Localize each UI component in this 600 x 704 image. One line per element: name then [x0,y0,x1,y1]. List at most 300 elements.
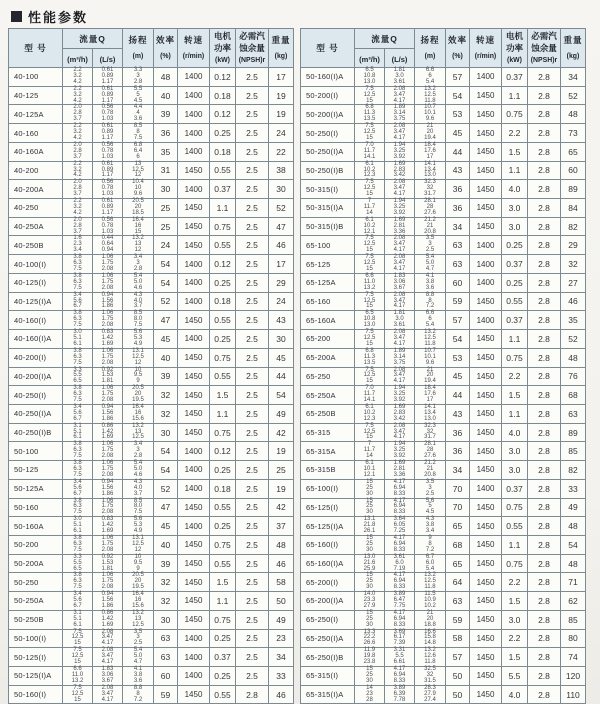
flow-ls-cell: 2.08 3.47 4.17 [385,423,415,442]
model-cell: 50-250B [9,610,63,629]
weight-cell: 65 [561,142,586,161]
weight-cell: 46 [269,554,294,573]
head-cell: 5.6 5.3 4.9 [123,517,154,536]
table-row [301,199,586,218]
npsh-cell: 2.5 [236,86,269,105]
head-cell: 21 20 18.8 [415,610,446,629]
speed-cell: 1400 [470,236,502,255]
flow-m3h-cell: 3.8 6.3 7.5 [63,498,93,517]
col-header-head: 扬程 (m) [123,29,154,68]
model-cell: 65-315(I)A [301,685,355,704]
npsh-cell: 2.8 [528,517,561,536]
weight-cell: 34 [561,68,586,87]
model-cell: 65-200A [301,348,355,367]
model-cell: 65-125 [301,255,355,274]
head-cell: 20.5 20 19.5 [123,573,154,592]
flow-ls-cell: 0.94 1.56 1.86 [93,479,123,498]
npsh-cell: 2.5 [236,199,269,218]
flow-m3h-cell: 15 25 30 [355,498,385,517]
flow-ls-cell: 0.86 1.42 1.69 [93,610,123,629]
speed-cell: 1400 [178,292,210,311]
speed-cell: 1400 [178,142,210,161]
flow-ls-cell: 2.08 3.47 4.17 [385,86,415,105]
flow-ls-cell: 3.89 6.47 7.75 [385,592,415,611]
flow-m3h-cell: 3.8 6.3 7.5 [63,311,93,330]
head-cell: 20.5 20 18.5 [123,199,154,218]
model-cell: 50-250A [9,592,63,611]
flow-m3h-cell: 7.5 12.5 15 [355,180,385,199]
power-cell: 0.25 [210,330,236,349]
model-cell: 50-200(I) [301,86,355,105]
efficiency-cell: 36 [154,124,178,143]
efficiency-cell: 54 [154,255,178,274]
model-cell: 40-200 [9,161,63,180]
flow-ls-cell: 0.94 1.56 1.86 [93,292,123,311]
table-row [301,667,586,686]
flow-m3h-cell: 15 25 30 [355,479,385,498]
npsh-cell: 2.5 [236,105,269,124]
flow-ls-cell: 0.44 0.64 0.94 [93,236,123,255]
flow-m3h-cell: 3.8 6.3 7.5 [63,461,93,480]
npsh-cell: 2.8 [528,86,561,105]
power-cell: 0.75 [210,610,236,629]
col-header-power: 电机 功率 (kW) [210,29,236,68]
efficiency-cell: 36 [446,423,470,442]
table-row [301,292,586,311]
flow-ls-cell: 4.17 6.94 8.33 [385,573,415,592]
npsh-cell: 2.5 [236,592,269,611]
flow-m3h-cell: 3.8 6.3 7.5 [63,255,93,274]
efficiency-cell: 57 [446,311,470,330]
flow-m3h-cell: 6.8 11.3 13.5 [355,348,385,367]
table-row [301,68,586,87]
npsh-cell: 2.8 [528,498,561,517]
flow-m3h-cell: 7.5 12.5 15 [355,423,385,442]
efficiency-cell: 39 [154,367,178,386]
flow-m3h-cell: 15 25 30 [355,610,385,629]
table-row [301,685,586,704]
efficiency-cell: 47 [154,498,178,517]
efficiency-cell: 44 [446,142,470,161]
speed-cell: 1450 [470,161,502,180]
weight-cell: 45 [269,348,294,367]
weight-cell: 24 [269,124,294,143]
model-cell: 50-250(I)B [301,161,355,180]
power-cell: 0.37 [502,479,528,498]
square-bullet-icon [11,11,22,22]
table-row [9,105,294,124]
model-cell: 40-250A [9,217,63,236]
model-cell: 40-160A [9,142,63,161]
npsh-cell: 2.5 [236,573,269,592]
efficiency-cell: 40 [154,348,178,367]
flow-ls-cell: 3.69 6.17 7.39 [385,629,415,648]
weight-cell: 19 [269,105,294,124]
power-cell: 3.0 [502,442,528,461]
table-row [9,404,294,423]
table-row [301,311,586,330]
flow-m3h-cell: 2.2 3.2 4.2 [63,161,93,180]
speed-cell: 1400 [178,86,210,105]
flow-m3h-cell: 13.3 22.2 26.6 [355,629,385,648]
efficiency-cell: 54 [446,330,470,349]
npsh-cell: 2.8 [528,161,561,180]
power-cell: 0.75 [210,348,236,367]
model-cell: 50-125A [9,479,63,498]
model-cell: 65-250B [301,404,355,423]
weight-cell: 37 [269,517,294,536]
flow-m3h-cell: 6.1 10.1 12.1 [355,461,385,480]
table-row [9,236,294,255]
model-cell: 40-160(I)A [9,330,63,349]
flow-ls-cell: 2.08 3.47 4.17 [93,648,123,667]
flow-ls-cell: 2.08 3.47 4.17 [385,236,415,255]
table-row [301,273,586,292]
speed-cell: 1400 [178,461,210,480]
model-cell: 40-100 [9,68,63,87]
efficiency-cell: 65 [446,517,470,536]
col-header-speed: 转速 (r/min) [470,29,502,68]
flow-ls-cell: 3.61 6.0 7.19 [385,554,415,573]
model-cell: 65-315B [301,461,355,480]
npsh-cell: 2.5 [236,404,269,423]
npsh-cell: 2.8 [528,629,561,648]
model-cell: 40-125(I)A [9,292,63,311]
flow-m3h-cell: 6.8 11.3 13.5 [355,105,385,124]
efficiency-cell: 54 [154,273,178,292]
power-cell: 3.0 [502,217,528,236]
head-cell: 3.5 3 2.5 [123,629,154,648]
head-cell: 28.1 28 27.6 [415,442,446,461]
weight-cell: 48 [561,105,586,124]
weight-cell: 17 [269,255,294,274]
efficiency-cell: 34 [446,217,470,236]
speed-cell: 1450 [470,348,502,367]
head-cell: 21 20 19.4 [415,124,446,143]
efficiency-cell: 40 [154,86,178,105]
weight-cell: 68 [561,386,586,405]
model-cell: 65-250(I) [301,610,355,629]
flow-m3h-cell: 3.3 5.5 6.5 [63,367,93,386]
flow-ls-cell: 0.61 0.89 1.17 [93,86,123,105]
efficiency-cell: 32 [154,404,178,423]
npsh-cell: 2.5 [236,535,269,554]
flow-ls-cell: 4.17 6.94 8.33 [385,498,415,517]
head-cell: 11.5 10.9 10.2 [415,592,446,611]
speed-cell: 1450 [470,367,502,386]
speed-cell: 1400 [178,255,210,274]
flow-ls-cell: 1.06 1.75 2.08 [93,311,123,330]
model-cell: 65-125(I) [301,498,355,517]
flow-ls-cell: 0.61 0.89 1.17 [93,124,123,143]
npsh-cell: 2.5 [236,68,269,87]
power-cell: 0.25 [210,273,236,292]
npsh-cell: 2.5 [236,461,269,480]
model-cell: 50-160(I) [9,685,63,704]
speed-cell: 1450 [178,217,210,236]
power-cell: 0.37 [502,255,528,274]
head-cell: 13.2 13 12.5 [123,423,154,442]
weight-cell: 48 [269,535,294,554]
head-cell: 8.8 8 7.2 [123,685,154,704]
npsh-cell: 2.5 [236,498,269,517]
speed-cell: 1450 [470,554,502,573]
power-cell: 0.25 [210,629,236,648]
efficiency-cell: 70 [446,479,470,498]
col-header-speed: 转速 (r/min) [178,29,210,68]
speed-cell: 1450 [470,217,502,236]
head-cell: 13.2 12.6 11.8 [415,648,446,667]
head-cell: 16.4 16 15.6 [123,404,154,423]
npsh-cell: 2.5 [236,292,269,311]
head-cell: 13.1 12.5 12 [123,348,154,367]
speed-cell: 1450 [178,348,210,367]
flow-ls-cell: 0.92 1.53 1.81 [93,554,123,573]
efficiency-cell: 30 [154,180,178,199]
table-row [301,648,586,667]
power-cell: 0.12 [210,442,236,461]
head-cell: 4.1 3.8 3.6 [415,273,446,292]
speed-cell: 1450 [470,386,502,405]
flow-ls-cell: 4.17 6.94 8.33 [385,610,415,629]
power-cell: 0.37 [210,648,236,667]
model-cell: 65-315 [301,423,355,442]
flow-ls-cell: 1.94 3.25 3.92 [385,142,415,161]
efficiency-cell: 50 [446,685,470,704]
weight-cell: 82 [561,461,586,480]
table-row [9,367,294,386]
head-cell: 32.3 32 31.7 [415,180,446,199]
power-cell: 0.25 [210,667,236,686]
flow-m3h-cell: 3.8 6.3 7.5 [63,573,93,592]
speed-cell: 1400 [470,255,502,274]
col-header-model: 型 号 [301,29,355,68]
weight-cell: 38 [269,161,294,180]
power-cell: 2.2 [502,573,528,592]
efficiency-cell: 45 [154,517,178,536]
flow-m3h-cell: 11.9 19.8 23.8 [355,648,385,667]
flow-ls-cell: 0.56 0.78 1.03 [93,105,123,124]
table-row [301,461,586,480]
model-cell: 40-250(I) [9,386,63,405]
flow-m3h-cell: 15 25 30 [355,535,385,554]
flow-m3h-cell: 3.8 6.3 7.5 [63,386,93,405]
head-cell: 18.4 17.6 17 [415,142,446,161]
flow-m3h-cell: 7.5 12.5 15 [63,648,93,667]
model-cell: 65-160 [301,292,355,311]
npsh-cell: 2.8 [236,685,269,704]
efficiency-cell: 60 [446,273,470,292]
npsh-cell: 2.5 [236,667,269,686]
flow-m3h-cell: 13.1 21.8 26.1 [355,517,385,536]
head-cell: 10 9.5 9 [123,367,154,386]
flow-m3h-cell: 3.4 5.6 6.7 [63,479,93,498]
flow-ls-cell: 3.31 5.5 6.61 [385,648,415,667]
power-cell: 0.18 [210,479,236,498]
speed-cell: 1450 [470,330,502,349]
table-row [9,685,294,704]
table-row [9,386,294,405]
flow-ls-cell: 4.17 6.94 8.33 [385,479,415,498]
model-cell: 50-315(I) [301,180,355,199]
table-row [9,461,294,480]
efficiency-cell: 54 [154,442,178,461]
power-cell: 1.5 [502,592,528,611]
table-row [9,124,294,143]
weight-cell: 89 [561,180,586,199]
table-row [301,386,586,405]
speed-cell: 1450 [178,199,210,218]
weight-cell: 30 [269,180,294,199]
efficiency-cell: 68 [446,535,470,554]
speed-cell: 1450 [178,685,210,704]
model-cell: 65-200 [301,330,355,349]
flow-m3h-cell: 7.5 12.5 15 [355,367,385,386]
speed-cell: 1450 [178,423,210,442]
flow-ls-cell: 0.61 0.89 1.17 [93,68,123,87]
power-cell: 0.55 [210,367,236,386]
head-cell: 13.2 12.5 11.8 [415,330,446,349]
weight-cell: 22 [269,142,294,161]
head-cell: 6.6 6 5.4 [415,68,446,87]
flow-m3h-cell: 6.5 10.8 13.0 [355,311,385,330]
power-cell: 1.5 [502,386,528,405]
efficiency-cell: 60 [154,667,178,686]
efficiency-cell: 36 [446,199,470,218]
npsh-cell: 2.8 [528,180,561,199]
model-cell: 40-250 [9,199,63,218]
head-cell: 3.3 3 2.8 [123,68,154,87]
head-cell: 8.5 8 7.5 [123,124,154,143]
npsh-cell: 2.8 [528,554,561,573]
power-cell: 0.37 [502,68,528,87]
flow-ls-cell: 1.94 3.25 3.92 [385,386,415,405]
flow-m3h-cell: 3.0 5.1 6.1 [63,330,93,349]
flow-m3h-cell: 3.1 5.1 6.1 [63,610,93,629]
flow-ls-cell: 1.94 3.25 3.92 [385,199,415,218]
speed-cell: 1450 [470,142,502,161]
flow-m3h-cell: 3.1 5.1 6.1 [63,423,93,442]
weight-cell: 74 [561,648,586,667]
efficiency-cell: 30 [154,610,178,629]
flow-m3h-cell: 3.8 6.3 7.5 [63,273,93,292]
efficiency-cell: 35 [154,142,178,161]
power-cell: 0.12 [210,255,236,274]
model-cell: 65-100(I) [301,479,355,498]
model-cell: 50-100(I) [9,629,63,648]
flow-ls-cell: 1.69 2.81 3.36 [385,461,415,480]
npsh-cell: 2.5 [236,217,269,236]
model-cell: 65-125A [301,273,355,292]
npsh-cell: 2.8 [528,573,561,592]
npsh-cell: 2.8 [528,442,561,461]
flow-ls-cell: 1.69 2.83 3.42 [385,404,415,423]
model-cell: 65-250 [301,367,355,386]
weight-cell: 32 [561,255,586,274]
flow-m3h-cell: 3.0 5.1 6.1 [63,517,93,536]
head-cell: 8.5 8.0 7.5 [123,311,154,330]
table-row [9,255,294,274]
flow-ls-cell: 1.06 1.75 2.08 [93,461,123,480]
col-header-power: 电机 功率 (kW) [502,29,528,68]
flow-ls-cell: 1.06 1.75 2.08 [93,348,123,367]
speed-cell: 1450 [470,535,502,554]
model-cell: 50-160 [9,498,63,517]
model-cell: 50-315(I)A [301,199,355,218]
speed-cell: 1450 [470,573,502,592]
npsh-cell: 2.5 [236,423,269,442]
power-cell: 0.55 [210,236,236,255]
flow-ls-cell: 0.92 1.53 1.81 [93,367,123,386]
table-row [9,423,294,442]
flow-ls-cell: 0.86 1.42 1.69 [93,423,123,442]
performance-table-left [8,28,294,704]
table-row [301,535,586,554]
head-cell: 32.5 32 31.5 [415,667,446,686]
efficiency-cell: 45 [446,124,470,143]
weight-cell: 52 [269,199,294,218]
flow-ls-cell: 1.83 3.06 3.67 [385,273,415,292]
speed-cell: 1450 [470,461,502,480]
power-cell: 1.1 [210,592,236,611]
table-row [301,573,586,592]
efficiency-cell: 53 [446,348,470,367]
speed-cell: 1400 [178,330,210,349]
flow-m3h-cell: 14 23 28 [355,685,385,704]
table-row [9,592,294,611]
col-header-npsh: 必需汽 蚀余量 (NPSH)r [528,29,561,68]
model-cell: 40-250B [9,236,63,255]
model-cell: 65-250A [301,386,355,405]
flow-m3h-cell: 6.5 10.8 13.0 [355,68,385,87]
power-cell: 4.0 [502,423,528,442]
weight-cell: 58 [269,573,294,592]
weight-cell: 46 [561,292,586,311]
efficiency-cell: 48 [154,68,178,87]
flow-ls-cell: 2.08 3.47 4.17 [93,685,123,704]
flow-ls-cell: 1.81 3.0 3.61 [385,311,415,330]
table-row [301,554,586,573]
power-cell: 0.75 [502,105,528,124]
power-cell: 4.0 [502,180,528,199]
weight-cell: 42 [269,423,294,442]
efficiency-cell: 70 [446,498,470,517]
speed-cell: 1450 [470,629,502,648]
npsh-cell: 2.5 [236,479,269,498]
power-cell: 0.55 [502,517,528,536]
flow-ls-cell: 1.06 1.75 2.08 [93,442,123,461]
table-row [301,498,586,517]
head-cell: 5.6 5 4.5 [415,498,446,517]
npsh-cell: 2.5 [236,236,269,255]
col-header-flow: 流量Q [355,29,415,49]
npsh-cell: 2.8 [528,292,561,311]
flow-ls-cell: 1.89 3.14 3.75 [385,348,415,367]
flow-m3h-cell: 3.4 5.6 6.7 [63,592,93,611]
table-row [301,348,586,367]
power-cell: 0.18 [210,142,236,161]
speed-cell: 1450 [470,498,502,517]
efficiency-cell: 63 [446,592,470,611]
head-cell: 6.6 6 5.4 [415,311,446,330]
table-row [301,124,586,143]
weight-cell: 60 [561,161,586,180]
weight-cell: 23 [269,629,294,648]
model-cell: 40-200(I)A [9,367,63,386]
power-cell: 1.1 [210,404,236,423]
weight-cell: 27 [561,273,586,292]
efficiency-cell: 40 [154,535,178,554]
